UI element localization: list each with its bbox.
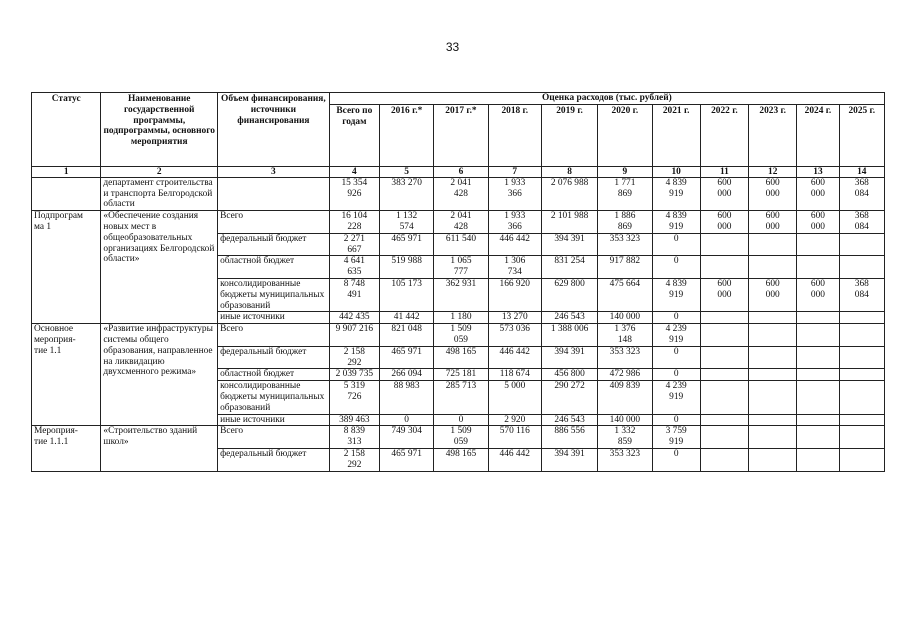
amount-cell: 629 800 — [541, 278, 597, 311]
amount-cell: 3 759 919 — [652, 426, 700, 449]
amount-cell — [749, 324, 797, 347]
amount-cell: 266 094 — [379, 369, 433, 381]
amount-cell — [749, 381, 797, 414]
funding-source-cell: консолидированные бюджеты муниципальных образований — [218, 278, 330, 311]
amount-cell — [839, 381, 884, 414]
amount-cell — [700, 414, 748, 426]
amount-cell — [839, 448, 884, 471]
header-year: 2024 г. — [797, 104, 839, 166]
table-row — [32, 211, 885, 234]
amount-cell: 4 839 919 — [652, 278, 700, 311]
header-year: 2019 г. — [541, 104, 597, 166]
amount-cell: 13 270 — [488, 312, 541, 324]
amount-cell: 1 388 006 — [541, 324, 597, 347]
amount-cell: 465 971 — [379, 448, 433, 471]
amount-cell — [749, 414, 797, 426]
amount-cell: 2 101 988 — [541, 211, 597, 234]
header-year: 2018 г. — [488, 104, 541, 166]
amount-cell — [839, 233, 884, 256]
table-row — [32, 426, 885, 449]
amount-cell: 0 — [652, 346, 700, 369]
column-number: 4 — [329, 166, 379, 177]
amount-cell: 2 271 667 — [329, 233, 379, 256]
column-number: 11 — [700, 166, 748, 177]
amount-cell: 446 442 — [488, 448, 541, 471]
amount-cell: 0 — [652, 369, 700, 381]
column-number: 9 — [598, 166, 652, 177]
amount-cell: 246 543 — [541, 414, 597, 426]
amount-cell — [749, 369, 797, 381]
amount-cell: 465 971 — [379, 233, 433, 256]
amount-cell: 446 442 — [488, 233, 541, 256]
amount-cell: 0 — [652, 233, 700, 256]
amount-cell: 1 180 — [434, 312, 488, 324]
amount-cell: 498 165 — [434, 448, 488, 471]
amount-cell: 519 988 — [379, 256, 433, 279]
amount-cell: 600 000 — [700, 211, 748, 234]
amount-cell — [839, 312, 884, 324]
amount-cell: 821 048 — [379, 324, 433, 347]
header-status: Статус — [32, 93, 101, 167]
column-number: 10 — [652, 166, 700, 177]
header-year: Всего по годам — [329, 104, 379, 166]
header-year: 2017 г.* — [434, 104, 488, 166]
column-number: 13 — [797, 166, 839, 177]
header-year: 2020 г. — [598, 104, 652, 166]
amount-cell — [700, 369, 748, 381]
amount-cell — [839, 426, 884, 449]
page-number: 33 — [445, 40, 460, 54]
amount-cell: 2 076 988 — [541, 177, 597, 210]
amount-cell: 2 041 428 — [434, 211, 488, 234]
amount-cell — [839, 414, 884, 426]
amount-cell: 600 000 — [797, 278, 839, 311]
amount-cell — [700, 312, 748, 324]
amount-cell: 600 000 — [749, 278, 797, 311]
amount-cell: 2 158 292 — [329, 448, 379, 471]
amount-cell — [749, 346, 797, 369]
amount-cell: 498 165 — [434, 346, 488, 369]
amount-cell: 1 306 734 — [488, 256, 541, 279]
amount-cell — [797, 448, 839, 471]
amount-cell: 118 674 — [488, 369, 541, 381]
funding-source-cell: консолидированные бюджеты муниципальных образований — [218, 381, 330, 414]
funding-source-cell: Всего — [218, 211, 330, 234]
amount-cell — [797, 414, 839, 426]
amount-cell: 394 391 — [541, 346, 597, 369]
amount-cell: 442 435 — [329, 312, 379, 324]
amount-cell — [839, 256, 884, 279]
amount-cell: 4 839 919 — [652, 211, 700, 234]
amount-cell: 0 — [652, 414, 700, 426]
amount-cell: 472 986 — [598, 369, 652, 381]
amount-cell: 368 084 — [839, 278, 884, 311]
amount-cell: 1 933 366 — [488, 177, 541, 210]
header-year: 2023 г. — [749, 104, 797, 166]
amount-cell — [797, 312, 839, 324]
header-year: 2021 г. — [652, 104, 700, 166]
column-number: 6 — [434, 166, 488, 177]
amount-cell — [839, 369, 884, 381]
amount-cell — [700, 233, 748, 256]
amount-cell: 353 323 — [598, 233, 652, 256]
amount-cell: 456 800 — [541, 369, 597, 381]
amount-cell: 88 983 — [379, 381, 433, 414]
header-year: 2016 г.* — [379, 104, 433, 166]
header-name: Наименование государственной программы, подпрограммы, основного мероприятия — [101, 93, 218, 167]
funding-source-cell: Всего — [218, 324, 330, 347]
amount-cell — [749, 256, 797, 279]
amount-cell — [700, 448, 748, 471]
amount-cell: 1 332 859 — [598, 426, 652, 449]
amount-cell — [749, 448, 797, 471]
amount-cell: 611 540 — [434, 233, 488, 256]
amount-cell: 600 000 — [749, 177, 797, 210]
amount-cell: 0 — [652, 312, 700, 324]
amount-cell: 465 971 — [379, 346, 433, 369]
amount-cell: 5 319 726 — [329, 381, 379, 414]
amount-cell — [797, 381, 839, 414]
amount-cell: 600 000 — [797, 177, 839, 210]
amount-cell: 2 041 428 — [434, 177, 488, 210]
amount-cell: 831 254 — [541, 256, 597, 279]
program-name-cell: «Строительство зданий школ» — [101, 426, 218, 471]
header-financing: Объем финансирования, источники финансирования — [218, 93, 330, 167]
amount-cell: 1 509 059 — [434, 324, 488, 347]
funding-source-cell: федеральный бюджет — [218, 346, 330, 369]
amount-cell: 4 839 919 — [652, 177, 700, 210]
amount-cell: 1 376 148 — [598, 324, 652, 347]
amount-cell: 285 713 — [434, 381, 488, 414]
amount-cell: 0 — [652, 256, 700, 279]
column-number: 7 — [488, 166, 541, 177]
amount-cell: 5 000 — [488, 381, 541, 414]
amount-cell: 1 065 777 — [434, 256, 488, 279]
amount-cell: 1 771 869 — [598, 177, 652, 210]
funding-source-cell: федеральный бюджет — [218, 448, 330, 471]
amount-cell: 4 641 635 — [329, 256, 379, 279]
column-number: 2 — [101, 166, 218, 177]
amount-cell: 573 036 — [488, 324, 541, 347]
amount-cell: 2 039 735 — [329, 369, 379, 381]
status-cell: Мероприя- тие 1.1.1 — [32, 426, 101, 471]
amount-cell: 1 886 869 — [598, 211, 652, 234]
program-name-cell: «Обеспечение создания новых мест в общеобразовательных организациях Белгородской области» — [101, 211, 218, 324]
amount-cell: 600 000 — [700, 278, 748, 311]
funding-source-cell: Всего — [218, 426, 330, 449]
funding-source-cell: федеральный бюджет — [218, 233, 330, 256]
amount-cell — [797, 369, 839, 381]
budget-table — [31, 92, 885, 472]
funding-source-cell: областной бюджет — [218, 369, 330, 381]
amount-cell — [797, 324, 839, 347]
amount-cell: 8 839 313 — [329, 426, 379, 449]
amount-cell — [700, 346, 748, 369]
program-name-cell: «Развитие инфраструктуры системы общего образования, направленное на ликвидацию двухсменного режима» — [101, 324, 218, 426]
amount-cell: 725 181 — [434, 369, 488, 381]
amount-cell: 1 132 574 — [379, 211, 433, 234]
amount-cell: 4 239 919 — [652, 381, 700, 414]
header-year: 2022 г. — [700, 104, 748, 166]
amount-cell: 2 158 292 — [329, 346, 379, 369]
amount-cell — [700, 426, 748, 449]
amount-cell: 600 000 — [749, 211, 797, 234]
amount-cell: 600 000 — [797, 211, 839, 234]
amount-cell — [700, 381, 748, 414]
amount-cell: 140 000 — [598, 414, 652, 426]
amount-cell — [749, 426, 797, 449]
column-number: 1 — [32, 166, 101, 177]
amount-cell: 140 000 — [598, 312, 652, 324]
amount-cell: 15 354 926 — [329, 177, 379, 210]
amount-cell: 362 931 — [434, 278, 488, 311]
amount-cell: 105 173 — [379, 278, 433, 311]
amount-cell: 917 882 — [598, 256, 652, 279]
amount-cell: 166 920 — [488, 278, 541, 311]
column-number: 3 — [218, 166, 330, 177]
amount-cell: 475 664 — [598, 278, 652, 311]
header-estimate: Оценка расходов (тыс. рублей) — [329, 93, 884, 105]
amount-cell — [749, 312, 797, 324]
amount-cell: 570 116 — [488, 426, 541, 449]
amount-cell — [839, 346, 884, 369]
amount-cell: 353 323 — [598, 346, 652, 369]
header-year: 2025 г. — [839, 104, 884, 166]
funding-source-cell: иные источники — [218, 414, 330, 426]
amount-cell — [797, 233, 839, 256]
amount-cell: 409 839 — [598, 381, 652, 414]
amount-cell: 41 442 — [379, 312, 433, 324]
column-number: 5 — [379, 166, 433, 177]
amount-cell: 446 442 — [488, 346, 541, 369]
amount-cell: 246 543 — [541, 312, 597, 324]
column-number: 8 — [541, 166, 597, 177]
amount-cell: 4 239 919 — [652, 324, 700, 347]
amount-cell: 368 084 — [839, 177, 884, 210]
amount-cell: 353 323 — [598, 448, 652, 471]
amount-cell — [797, 346, 839, 369]
status-cell: Основное мероприя- тие 1.1 — [32, 324, 101, 426]
amount-cell: 394 391 — [541, 448, 597, 471]
program-name-cell: департамент строительства и транспорта Белгородской области — [101, 177, 218, 210]
table-row — [32, 177, 885, 210]
amount-cell: 368 084 — [839, 211, 884, 234]
amount-cell: 1 933 366 — [488, 211, 541, 234]
column-number: 12 — [749, 166, 797, 177]
amount-cell — [797, 426, 839, 449]
amount-cell: 1 509 059 — [434, 426, 488, 449]
amount-cell — [749, 233, 797, 256]
amount-cell: 389 463 — [329, 414, 379, 426]
amount-cell: 383 270 — [379, 177, 433, 210]
funding-source-cell — [218, 177, 330, 210]
amount-cell — [700, 256, 748, 279]
amount-cell: 16 104 228 — [329, 211, 379, 234]
table-row — [32, 324, 885, 347]
amount-cell: 290 272 — [541, 381, 597, 414]
amount-cell: 2 920 — [488, 414, 541, 426]
amount-cell — [700, 324, 748, 347]
amount-cell: 0 — [434, 414, 488, 426]
amount-cell: 0 — [652, 448, 700, 471]
amount-cell: 749 304 — [379, 426, 433, 449]
amount-cell — [797, 256, 839, 279]
amount-cell: 0 — [379, 414, 433, 426]
amount-cell: 9 907 216 — [329, 324, 379, 347]
amount-cell: 600 000 — [700, 177, 748, 210]
amount-cell: 8 748 491 — [329, 278, 379, 311]
amount-cell — [839, 324, 884, 347]
funding-source-cell: областной бюджет — [218, 256, 330, 279]
status-cell: Подпрограм ма 1 — [32, 211, 101, 324]
funding-source-cell: иные источники — [218, 312, 330, 324]
column-number: 14 — [839, 166, 884, 177]
amount-cell: 394 391 — [541, 233, 597, 256]
status-cell — [32, 177, 101, 210]
amount-cell: 886 556 — [541, 426, 597, 449]
